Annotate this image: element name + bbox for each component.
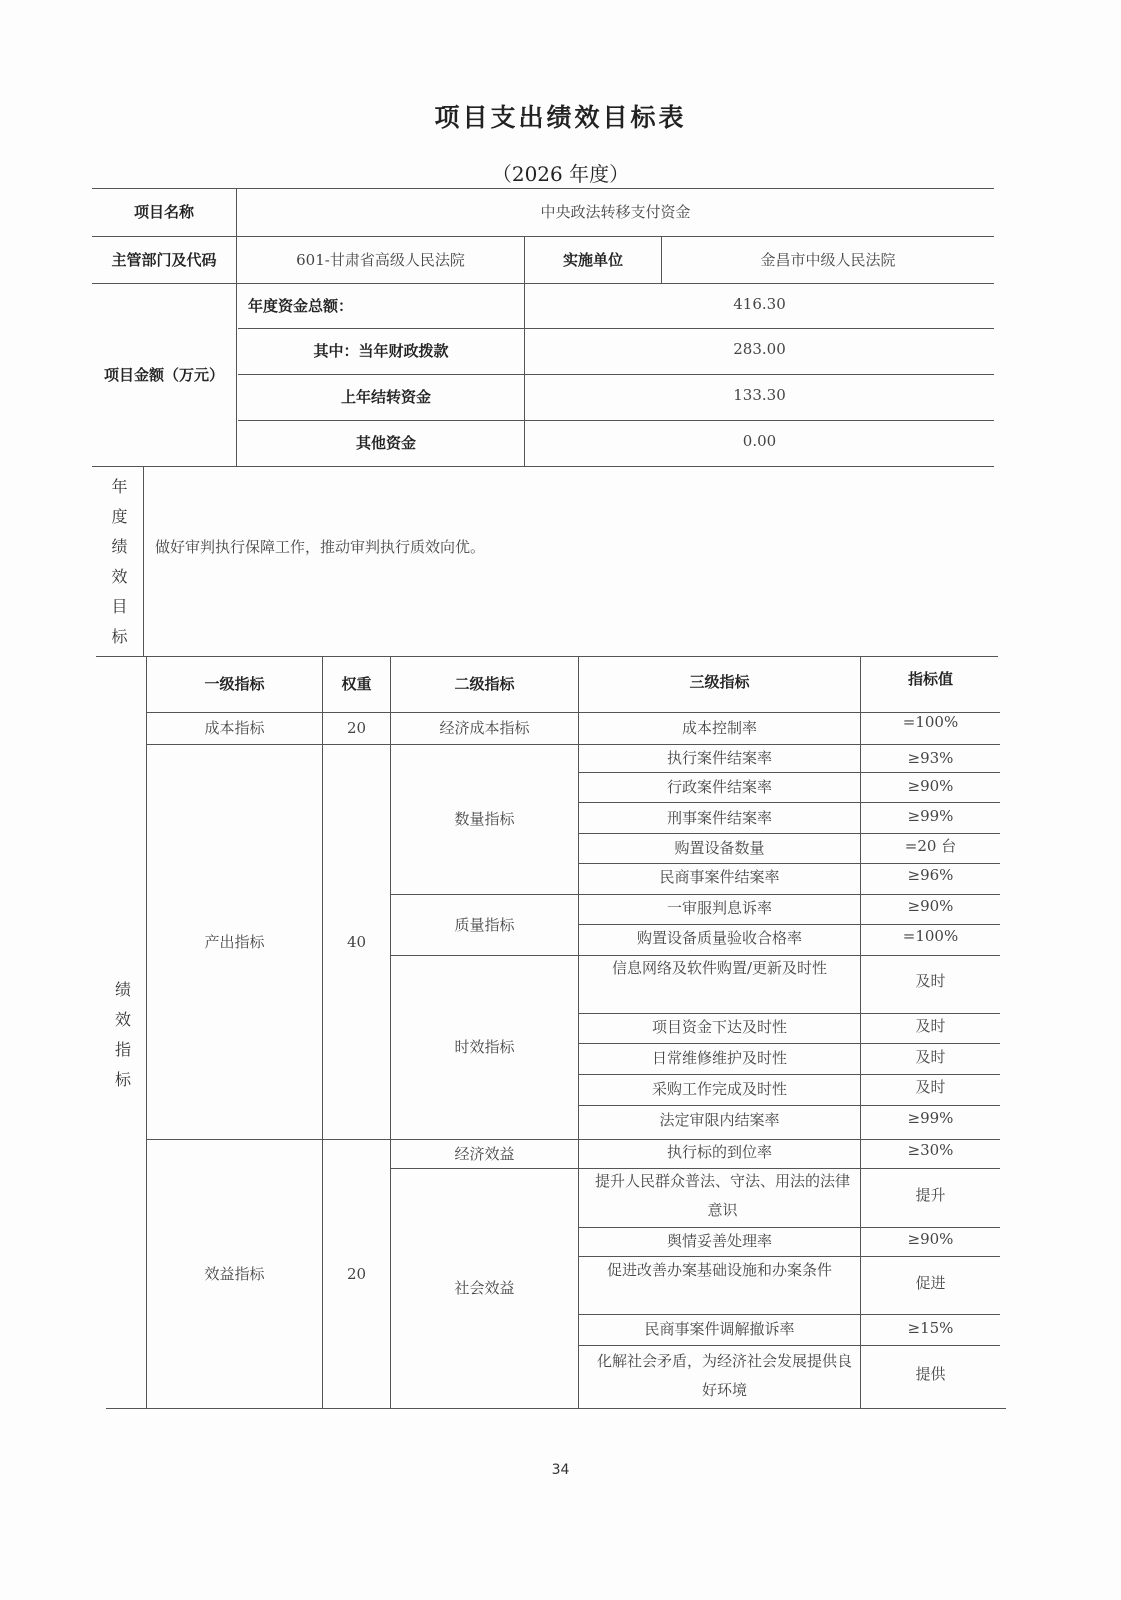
weight-output: 40 xyxy=(346,932,367,951)
level2-quantity: 数量指标 xyxy=(454,810,515,828)
annual-goal-text: 做好审判执行保障工作，推动审判执行质效向优。 xyxy=(155,537,486,556)
indicator-value: 及时 xyxy=(915,1047,946,1066)
indicator-name: 一审服判息诉率 xyxy=(666,898,772,917)
indicator-value: 提升 xyxy=(915,1185,946,1204)
indicator-name: 项目资金下达及时性 xyxy=(651,1018,787,1036)
indicators-label-char: 绩 xyxy=(114,980,131,999)
page-title: 项目支出绩效目标表 xyxy=(434,103,687,132)
indicator-value: =20 台 xyxy=(904,836,957,855)
indicator-value: ≥93% xyxy=(907,749,954,767)
indicators-label-char: 标 xyxy=(114,1070,131,1089)
indicator-value: ≥90% xyxy=(907,776,954,795)
annual-goal-label-char: 度 xyxy=(111,507,128,526)
level2-economic-cost: 经济成本指标 xyxy=(439,719,530,737)
indicator-name: 购置设备质量验收合格率 xyxy=(636,928,802,947)
amount-current-value: 283.00 xyxy=(733,340,786,358)
level1-cost: 成本指标 xyxy=(204,719,265,737)
amount-carryover-value: 133.30 xyxy=(733,386,786,404)
level2-social-benefit: 社会效益 xyxy=(454,1279,515,1297)
indicator-name: 采购工作完成及时性 xyxy=(651,1079,787,1098)
weight-benefit: 20 xyxy=(346,1264,367,1283)
indicator-name: 成本控制率 xyxy=(681,719,757,737)
amount-other-label: 其他资金 xyxy=(355,434,416,452)
indicator-value: 提供 xyxy=(915,1364,946,1383)
indicator-value: =100% xyxy=(902,712,959,731)
indicator-name: 日常维修维护及时性 xyxy=(651,1048,787,1067)
indicator-name: 促进改善办案基础设施和办案条件 xyxy=(606,1260,832,1279)
indicator-name: 购置设备数量 xyxy=(674,839,765,857)
level2-economic-benefit: 经济效益 xyxy=(454,1144,515,1163)
indicator-name: 舆情妥善处理率 xyxy=(666,1231,772,1250)
level2-timeliness: 时效指标 xyxy=(454,1038,515,1056)
indicator-name: 法定审限内结案率 xyxy=(659,1110,780,1129)
project-name-value: 中央政法转移支付资金 xyxy=(540,203,691,221)
divider xyxy=(143,466,144,656)
indicator-value: ≥99% xyxy=(907,1109,954,1127)
page-subtitle: （2026 年度） xyxy=(491,162,630,186)
indicator-value: ≥99% xyxy=(907,807,954,825)
amount-other-value: 0.00 xyxy=(742,431,777,450)
header-level2: 二级指标 xyxy=(454,675,515,693)
level1-output: 产出指标 xyxy=(204,932,265,951)
indicator-name: 行政案件结案率 xyxy=(666,778,772,796)
annual-goal-label xyxy=(96,470,143,654)
indicators-label xyxy=(100,960,146,1110)
indicator-value: 及时 xyxy=(915,972,946,990)
annual-goal-label-char: 目 xyxy=(111,597,128,616)
indicator-name: 信息网络及软件购置/更新及时性 xyxy=(611,958,828,977)
header-level3: 三级指标 xyxy=(689,672,750,691)
level2-quality: 质量指标 xyxy=(454,915,515,934)
implementing-unit-label: 实施单位 xyxy=(562,250,623,269)
department-label: 主管部门及代码 xyxy=(111,250,217,269)
annual-goal-label-char: 标 xyxy=(111,627,128,646)
annual-goal-label-char: 效 xyxy=(111,567,128,586)
implementing-unit-value: 金昌市中级人民法院 xyxy=(760,250,896,269)
indicator-value: ≥96% xyxy=(907,865,954,884)
indicator-value: 及时 xyxy=(915,1078,946,1096)
indicator-name: 提升人民群众普法、守法、用法的法律意识 xyxy=(594,1172,850,1219)
indicators-label-char: 效 xyxy=(114,1010,131,1029)
amount-label: 项目金额（万元） xyxy=(103,365,224,384)
indicator-value: ≥90% xyxy=(907,1229,954,1248)
indicator-value: 促进 xyxy=(915,1273,946,1292)
indicator-value: =100% xyxy=(902,926,959,945)
indicator-name: 执行案件结案率 xyxy=(666,749,772,767)
amount-carryover-label: 上年结转资金 xyxy=(340,388,431,406)
level1-benefit: 效益指标 xyxy=(204,1264,265,1283)
table-border xyxy=(106,1408,1006,1409)
weight-cost: 20 xyxy=(346,719,367,737)
annual-goal-label-char: 绩 xyxy=(111,537,128,556)
indicator-name: 民商事案件调解撤诉率 xyxy=(644,1319,795,1338)
divider xyxy=(92,466,994,467)
amount-total-value: 416.30 xyxy=(733,294,786,313)
header-weight: 权重 xyxy=(341,675,372,693)
header-level1: 一级指标 xyxy=(204,675,265,693)
indicator-value: 及时 xyxy=(915,1017,946,1035)
indicator-value: ≥30% xyxy=(907,1140,954,1159)
indicator-name: 民商事案件结案率 xyxy=(659,867,780,886)
amount-total-label: 年度资金总额： xyxy=(248,296,354,315)
indicator-value: ≥90% xyxy=(907,896,954,915)
indicator-name: 执行标的到位率 xyxy=(666,1142,772,1161)
indicator-name: 刑事案件结案率 xyxy=(666,808,772,827)
indicator-name: 化解社会矛盾，为经济社会发展提供良好环境 xyxy=(596,1352,852,1399)
annual-goal-label-char: 年 xyxy=(111,477,128,496)
project-name-label: 项目名称 xyxy=(133,203,194,221)
department-value: 601-甘肃省高级人民法院 xyxy=(296,250,465,269)
amount-current-label: 其中：当年财政拨款 xyxy=(313,342,449,360)
indicators-label-char: 指 xyxy=(114,1040,131,1059)
page-number: 34 xyxy=(551,1462,570,1478)
indicator-value: ≥15% xyxy=(907,1318,954,1337)
header-value: 指标值 xyxy=(907,669,953,688)
